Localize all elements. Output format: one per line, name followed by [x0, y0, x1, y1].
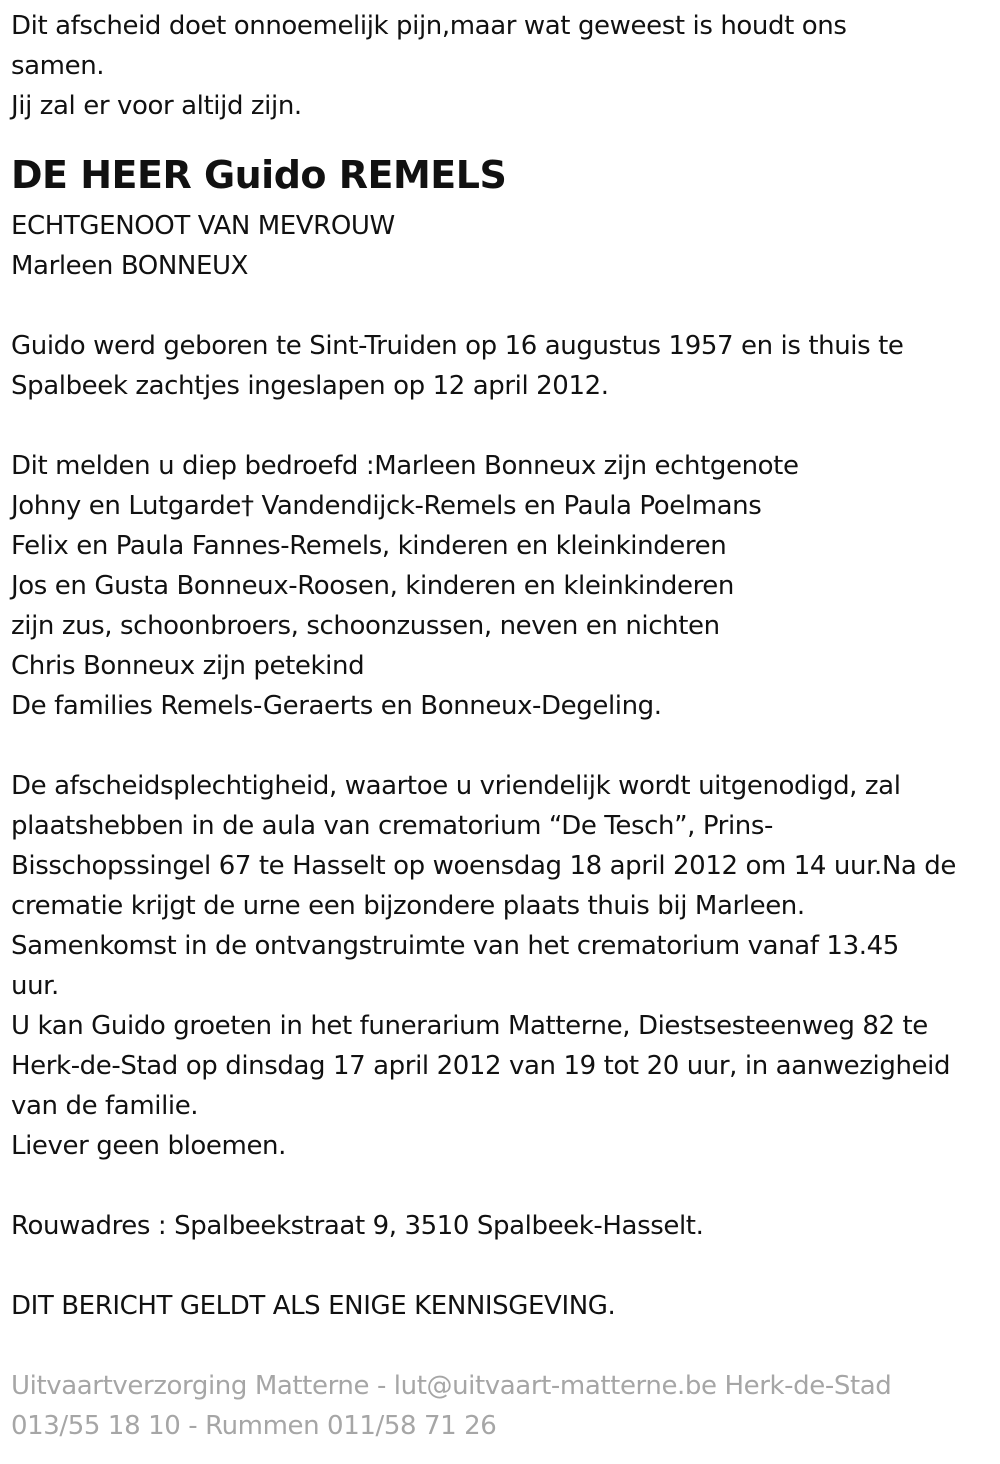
family-list	[11, 446, 993, 726]
ceremony-line: De afscheidsplechtigheid, waartoe u vriendelijk wordt uitgenodigd, zal	[11, 771, 901, 801]
ceremony-line: Herk-de-Stad op dinsdag 17 april 2012 van 19 tot 20 uur, in aanwezigheid	[11, 1051, 951, 1081]
ceremony-line: Liever geen bloemen.	[11, 1131, 286, 1161]
spacer	[11, 1246, 993, 1286]
ceremony-line: Samenkomst in de ontvangstruimte van het crematorium vanaf 13.45	[11, 931, 899, 961]
footer-line: Uitvaartverzorging Matterne - lut@uitvaart-matterne.be Herk-de-Stad	[11, 1371, 892, 1401]
footer-line: 013/55 18 10 - Rummen 011/58 71 26	[11, 1411, 497, 1441]
spacer	[11, 726, 993, 766]
ceremony-line: U kan Guido groeten in het funerarium Matterne, Diestsesteenweg 82 te	[11, 1011, 928, 1041]
notice-statement: DIT BERICHT GELDT ALS ENIGE KENNISGEVING.	[11, 1291, 616, 1321]
intro-line: samen.	[11, 51, 105, 81]
funeral-home-footer	[11, 1366, 993, 1446]
spouse-line: Marleen BONNEUX	[11, 251, 249, 281]
mourning-address: Rouwadres : Spalbeekstraat 9, 3510 Spalbeek-Hasselt.	[11, 1211, 704, 1241]
family-line: Felix en Paula Fannes-Remels, kinderen en kleinkinderen	[11, 531, 727, 561]
ceremony-line: van de familie.	[11, 1091, 199, 1121]
obituary-notice	[11, 6, 993, 1446]
birth-line: Guido werd geboren te Sint-Truiden op 16 augustus 1957 en is thuis te	[11, 331, 904, 361]
intro-verse	[11, 6, 993, 126]
ceremony-line: Bisschopssingel 67 te Hasselt op woensdag 18 april 2012 om 14 uur.Na de	[11, 851, 956, 881]
birth-death-paragraph	[11, 326, 993, 406]
family-line: Johny en Lutgarde† Vandendijck-Remels en Paula Poelmans	[11, 491, 762, 521]
spouse-block	[11, 206, 993, 286]
ceremony-line: uur.	[11, 971, 59, 1001]
ceremony-paragraph	[11, 766, 993, 1166]
intro-line: Jij zal er voor altijd zijn.	[11, 91, 302, 121]
spacer	[11, 1326, 993, 1366]
spacer	[11, 1166, 993, 1206]
ceremony-line: plaatshebben in de aula van crematorium “De Tesch”, Prins-	[11, 811, 774, 841]
family-line: zijn zus, schoonbroers, schoonzussen, neven en nichten	[11, 611, 720, 641]
family-line: De families Remels-Geraerts en Bonneux-Degeling.	[11, 691, 662, 721]
family-line: Jos en Gusta Bonneux-Roosen, kinderen en kleinkinderen	[11, 571, 734, 601]
family-line: Chris Bonneux zijn petekind	[11, 651, 365, 681]
deceased-name-title: DE HEER Guido REMELS	[11, 153, 507, 197]
spacer	[11, 286, 993, 326]
family-line: Dit melden u diep bedroefd :Marleen Bonneux zijn echtgenote	[11, 451, 799, 481]
intro-line: Dit afscheid doet onnoemelijk pijn,maar wat geweest is houdt ons	[11, 11, 847, 41]
spacer	[11, 406, 993, 446]
spouse-line: ECHTGENOOT VAN MEVROUW	[11, 211, 395, 241]
ceremony-line: crematie krijgt de urne een bijzondere plaats thuis bij Marleen.	[11, 891, 805, 921]
birth-line: Spalbeek zachtjes ingeslapen op 12 april 2012.	[11, 371, 609, 401]
